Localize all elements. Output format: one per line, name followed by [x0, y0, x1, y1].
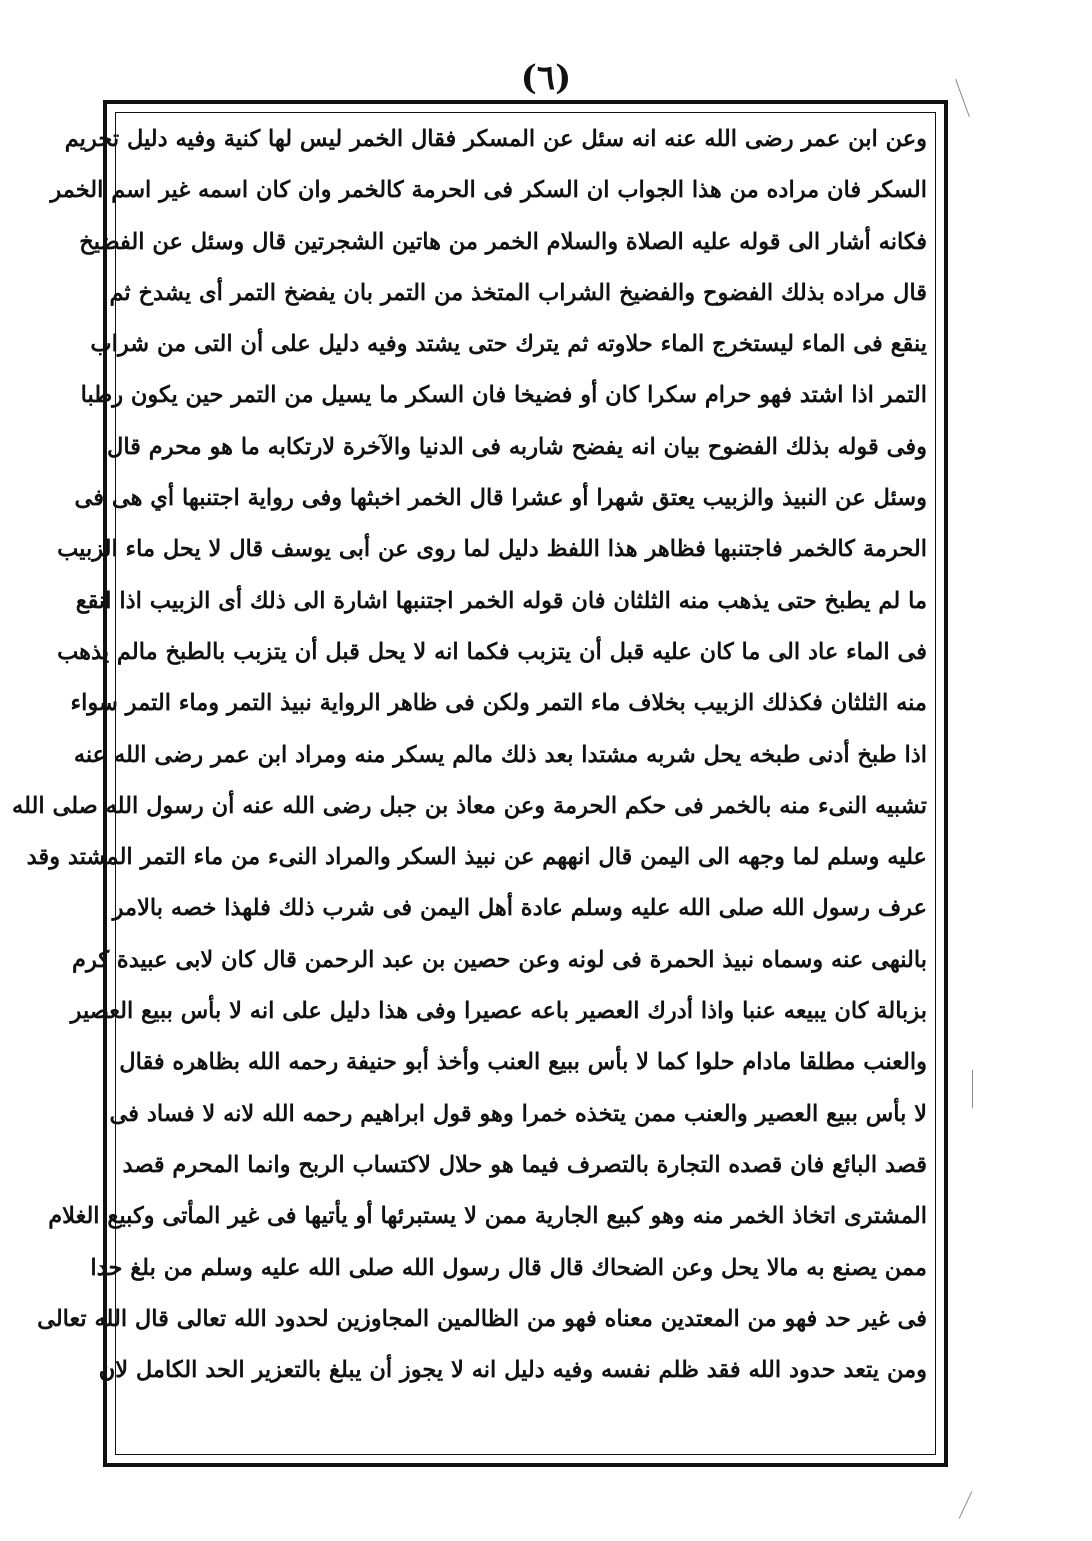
text-line: السكر فان مراده من هذا الجواب ان السكر فى الحرمة كالخمر وان كان اسمه غير اسم الخمر — [50, 177, 927, 204]
text-line: فى الماء عاد الى ما كان عليه قبل أن يتزبب فكما انه لا يحل قبل أن يتزبب بالطبخ مالم يذهب — [57, 638, 927, 665]
scan-mark — [972, 1070, 973, 1108]
text-line: التمر اذا اشتد فهو حرام سكرا كان أو فضيخا فان السكر ما يسيل من التمر حين يكون رطبا — [80, 382, 927, 409]
text-line: المشترى اتخاذ الخمر منه وهو كبيع الجارية ممن لا يستبرئها أو يأتيها فى غير المأتى وكبيع الغلام — [48, 1203, 927, 1230]
text-line: قال مراده بذلك الفضوح والفضيخ الشراب المتخذ من التمر بان يفضخ التمر أى يشدخ ثم — [109, 279, 927, 306]
text-line: والعنب مطلقا مادام حلوا كما لا بأس ببيع العنب وأخذ أبو حنيفة رحمه الله بظاهره فقال — [119, 1049, 927, 1076]
text-line: ومن يتعد حدود الله فقد ظلم نفسه وفيه دليل انه لا يجوز أن يبلغ بالتعزير الحد الكامل لان — [98, 1357, 927, 1384]
text-line: قصد البائع فان قصده التجارة بالتصرف فيما هو حلال لاكتساب الربح وانما المحرم قصد — [122, 1151, 927, 1178]
text-line: وعن ابن عمر رضى الله عنه انه سئل عن المسكر فقال الخمر ليس لها كنية وفيه دليل تحريم — [64, 126, 927, 152]
text-body — [12, 114, 927, 1449]
text-line: عليه وسلم لما وجهه الى اليمن قال انههم عن نبيذ السكر والمراد النىء من ماء التمر المشتد وقد — [26, 844, 927, 871]
text-line: لا بأس ببيع العصير والعنب ممن يتخذه خمرا وهو قول ابراهيم رحمه الله لانه لا فساد فى — [109, 1100, 927, 1127]
text-line: ما لم يطبخ حتى يذهب منه الثلثان فان قوله الخمر اجتنبها اشارة الى ذلك أى الزبيب اذا انقع — [75, 587, 927, 614]
text-line: منه الثلثان فكذلك الزبيب بخلاف ماء التمر ولكن فى ظاهر الرواية نبيذ التمر وماء التمر سواء — [70, 690, 927, 717]
text-line: فى غير حد فهو من المعتدين معناه فهو من الظالمين المجاوزين لحدود الله تعالى قال الله تعالى — [37, 1305, 927, 1332]
page-number: (٦) — [520, 58, 572, 98]
text-line: بالنهى عنه وسماه نبيذ الحمرة فى لونه وعن حصين بن عبد الرحمن قال كان لابى عبيدة كرم — [72, 946, 927, 973]
text-line: اذا طبخ أدنى طبخه يحل شربه مشتدا بعد ذلك مالم يسكر منه ومراد ابن عمر رضى الله عنه — [73, 741, 927, 768]
text-line: بزبالة كان يبيعه عنبا واذا أدرك العصير باعه عصيرا وفى هذا دليل على انه لا بأس ببيع العصير — [70, 998, 927, 1025]
text-line: وفى قوله بذلك الفضوح بيان انه يفضح شاربه فى الدنيا والآخرة لارتكابه ما هو محرم قال — [106, 433, 927, 460]
text-line: الحرمة كالخمر فاجتنبها فظاهر هذا اللفظ دليل لما روى عن أبى يوسف قال لا يحل ماء الزبيب — [57, 536, 927, 563]
scan-mark — [959, 1491, 973, 1519]
text-line: فكانه أشار الى قوله عليه الصلاة والسلام الخمر من هاتين الشجرتين قال وسئل عن الفضيخ — [79, 228, 927, 255]
text-line: ممن يصنع به مالا يحل وعن الضحاك قال قال رسول الله صلى الله عليه وسلم من بلغ حدا — [90, 1254, 927, 1281]
text-line: عرف رسول الله صلى الله عليه وسلم عادة أهل اليمن فى شرب ذلك فلهذا خصه بالامر — [112, 895, 927, 922]
text-line: تشبيه النىء منه بالخمر فى حكم الحرمة وعن معاذ بن جبل رضى الله عنه أن رسول الله صلى الله — [12, 792, 927, 819]
text-line: وسئل عن النبيذ والزبيب يعتق شهرا أو عشرا قال الخمر اخبثها وفى رواية اجتنبها أي هى فى — [74, 485, 927, 512]
text-line: ينقع فى الماء ليستخرج الماء حلاوته ثم يترك حتى يشتد وفيه دليل على أن التى من شراب — [90, 331, 927, 358]
